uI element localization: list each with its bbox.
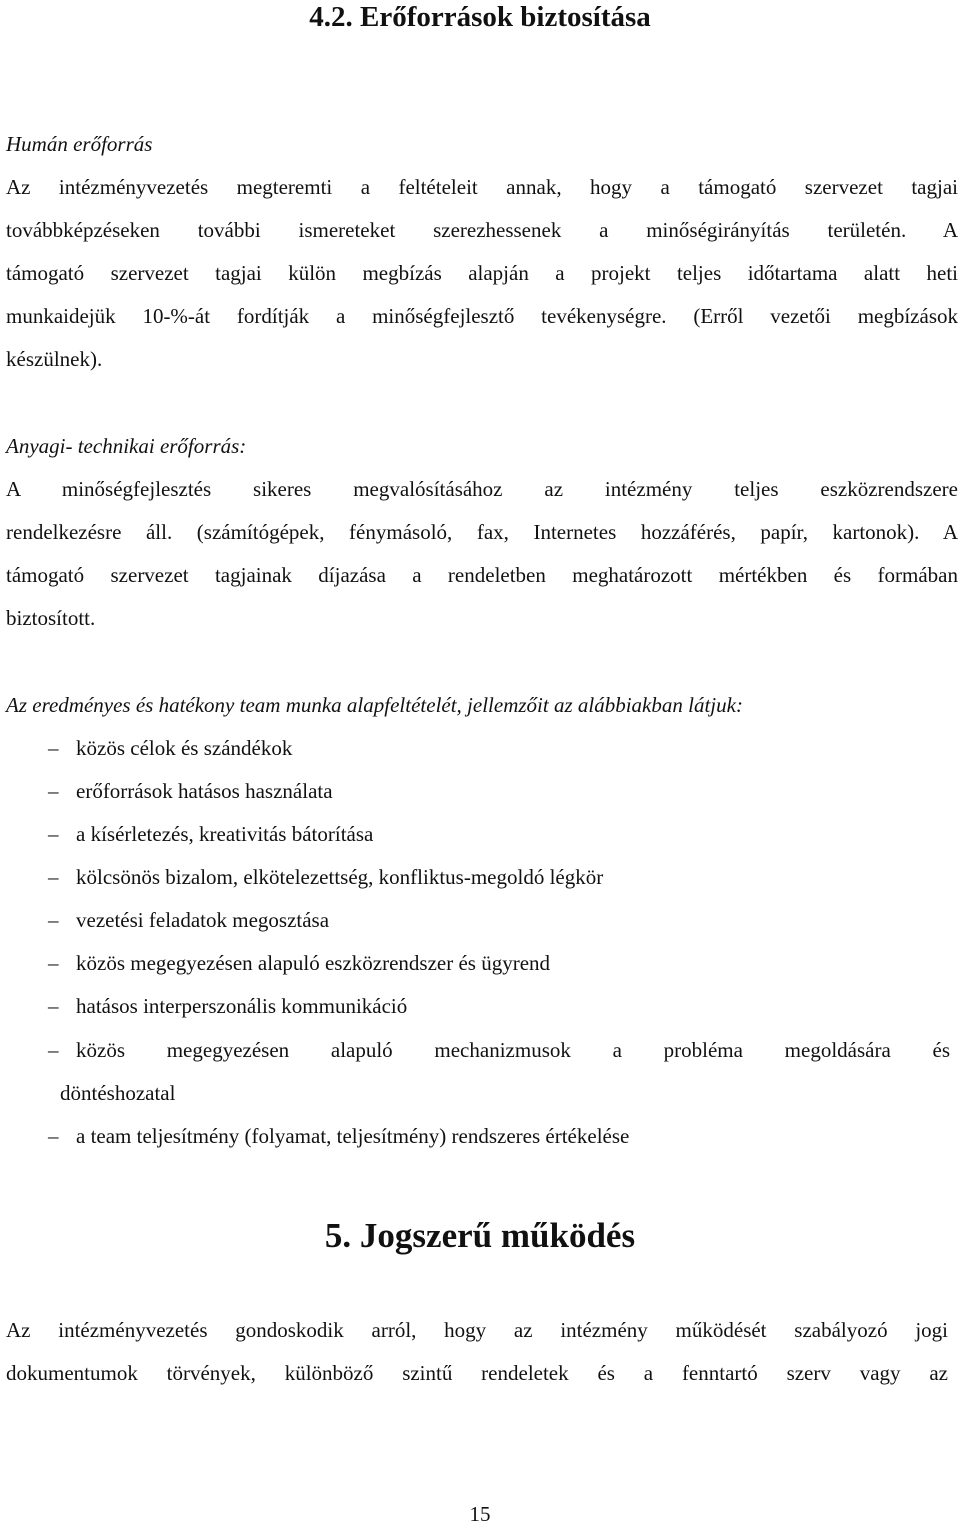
paragraph-line: készülnek).	[6, 347, 103, 371]
list-item	[48, 992, 950, 1020]
bullet-dash: –	[48, 779, 59, 803]
paragraph-line: továbbképzéseken további ismereteket szerezhessenek a minőségirányítás területén. A	[6, 218, 958, 242]
list-item	[48, 734, 950, 762]
paragraph-line: munkaidejük 10-%-át fordítják a minőségfejlesztő tevékenységre. (Erről vezetői megbízások	[6, 304, 958, 328]
list-item	[48, 820, 950, 848]
paragraph-line: támogató szervezet tagjainak díjazása a rendeletben meghatározott mértékben és formában	[6, 563, 958, 587]
bullet-dash: –	[48, 1124, 59, 1148]
list-item	[48, 949, 950, 977]
list-item-text: közös megegyezésen alapuló eszközrendszer és ügyrend	[76, 951, 551, 975]
list-item-text: hatásos interperszonális kommunikáció	[76, 994, 408, 1018]
bullet-dash: –	[48, 865, 59, 889]
list-item-text: közös megegyezésen alapuló mechanizmusok a probléma megoldására és	[76, 1038, 950, 1062]
list-item-text: kölcsönös bizalom, elkötelezettség, konfliktus-megoldó légkör	[76, 865, 604, 889]
list-item-text: a team teljesítmény (folyamat, teljesítmény) rendszeres értékelése	[76, 1124, 630, 1148]
section-heading: 4.2. Erőforrások biztosítása	[309, 1, 651, 33]
list-item	[48, 1036, 950, 1064]
list-item	[48, 1122, 950, 1150]
list-item-text: erőforrások hatásos használata	[76, 779, 333, 803]
bullet-dash: –	[48, 908, 59, 932]
bullet-dash: –	[48, 951, 59, 975]
bullet-dash: –	[48, 822, 59, 846]
page-number: 15	[469, 1502, 491, 1526]
list-item-text: közös célok és szándékok	[76, 736, 293, 760]
bullet-dash: –	[48, 1038, 59, 1062]
list-item-continuation: döntéshozatal	[60, 1081, 176, 1105]
paragraph-line: Az intézményvezetés gondoskodik arról, hogy az intézmény működését szabályozó jogi	[6, 1318, 948, 1342]
team-intro: Az eredményes és hatékony team munka alapfeltételét, jellemzőit az alábbiakban látjuk:	[6, 693, 743, 717]
paragraph-line: dokumentumok törvények, különböző szintű rendeletek és a fenntartó szerv vagy az	[6, 1361, 948, 1385]
list-item-text: a kísérletezés, kreativitás bátorítása	[76, 822, 374, 846]
bullet-dash: –	[48, 736, 59, 760]
list-item	[48, 777, 950, 805]
paragraph-line: Az intézményvezetés megteremti a feltételeit annak, hogy a támogató szervezet tagjai	[6, 175, 958, 199]
paragraph-line: rendelkezésre áll. (számítógépek, fénymásoló, fax, Internetes hozzáférés, papír, kartonok). A	[6, 520, 958, 544]
list-item	[48, 906, 950, 934]
subsection-title-material: Anyagi- technikai erőforrás:	[6, 434, 247, 458]
subsection-title-human: Humán erőforrás	[6, 132, 153, 156]
paragraph-line: támogató szervezet tagjai külön megbízás alapján a projekt teljes időtartama alatt heti	[6, 261, 958, 285]
list-item	[48, 863, 950, 891]
list-item-text: vezetési feladatok megosztása	[76, 908, 330, 932]
paragraph-line: biztosított.	[6, 606, 96, 630]
chapter-heading: 5. Jogszerű működés	[324, 1216, 636, 1255]
paragraph-line: A minőségfejlesztés sikeres megvalósításához az intézmény teljes eszközrendszere	[6, 477, 958, 501]
bullet-dash: –	[48, 994, 59, 1018]
